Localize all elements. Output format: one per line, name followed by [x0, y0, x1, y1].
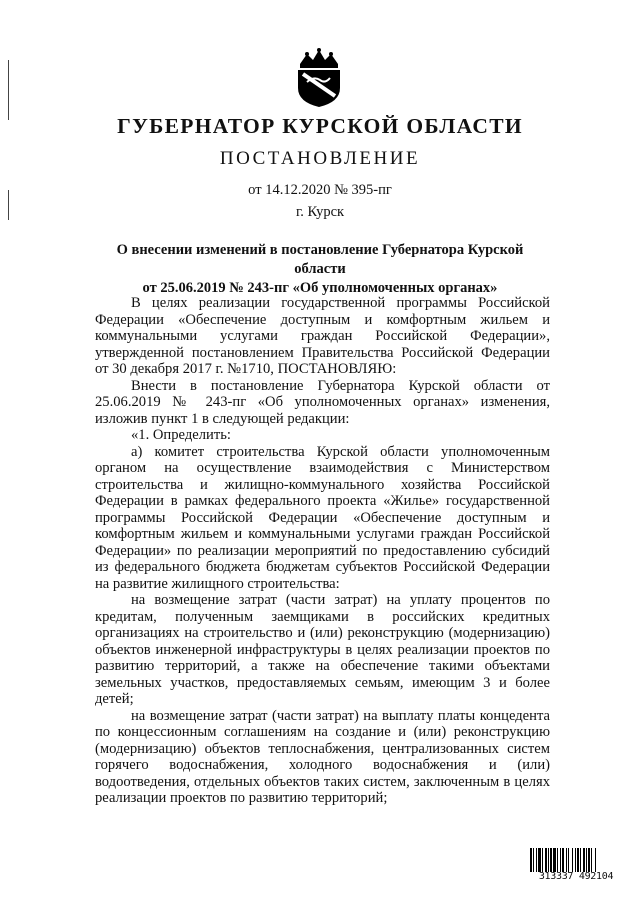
body-paragraph: Внести в постановление Губернатора Курской области от 25.06.2019 № 243-пг «Об уполномоченных органах» изменения, изложив пункт 1 в следующей редакции:	[95, 377, 550, 427]
document-date-number: от 14.12.2020 № 395-пг	[248, 182, 392, 198]
scan-edge-mark	[8, 60, 9, 120]
barcode	[530, 848, 622, 882]
body-paragraph: на возмещение затрат (части затрат) на уплату процентов по кредитам, полученным заемщиками в российских кредитных организациях на строительство и (или) реконструкцию (модернизацию) объектов инженерной инфраструктуры в целях реализации проектов по развитию территорий, а также на обеспечение такими объектами земельных участков, предоставляемых семьям, имеющим 3 и более детей;	[95, 592, 550, 707]
barcode-number: 313337 492104	[538, 871, 614, 882]
document-subject	[92, 241, 548, 298]
document-type: ПОСТАНОВЛЕНИЕ	[219, 148, 421, 169]
barcode-bars	[530, 848, 622, 872]
body-paragraph: на возмещение затрат (части затрат) на выплату платы концедента по концессионным соглашениям на создание и (или) реконструкцию (модернизацию) объектов теплоснабжения, централизованных систем горячего водоснабжения, холодного водоснабжения и (или) водоотведения, отдельных объектов таких систем, заключенным в целях реализации проектов по развитию территорий;	[95, 707, 550, 806]
barcode-bar	[596, 848, 598, 872]
document-city: г. Курск	[295, 204, 345, 220]
subject-line: О внесении изменений в постановление Губернатора Курской области	[116, 242, 524, 277]
document-body	[95, 295, 550, 807]
subject-line: от 25.06.2019 № 243-пг «Об уполномоченных органах»	[142, 280, 498, 296]
body-paragraph: «1. Определить:	[131, 427, 231, 443]
coat-of-arms-emblem	[294, 44, 344, 108]
issuing-authority: ГУБЕРНАТОР КУРСКОЙ ОБЛАСТИ	[117, 114, 523, 138]
body-paragraph: В целях реализации государственной программы Российской Федерации «Обеспечение доступным и комфортным жильем и коммунальными услугами граждан Российской Федерации», утвержденной постановлением Правительства Российской Федерации от 30 декабря 2017 г. №1710, ПОСТАНОВЛЯЮ:	[95, 295, 550, 377]
body-paragraph: а) комитет строительства Курской области уполномоченным органом на осуществление взаимодействия с Министерством строительства и жилищно-коммунального хозяйства Российской Федерации в рамках федерального проекта «Жилье» государственной программы Российской Федерации «Обеспечение доступным и комфортным жильем и коммунальными услугами граждан Российской Федерации» по реализации мероприятий по предоставлению субсидий из федерального бюджета бюджетам субъектов Российской Федерации на развитие жилищного строительства:	[95, 443, 550, 592]
